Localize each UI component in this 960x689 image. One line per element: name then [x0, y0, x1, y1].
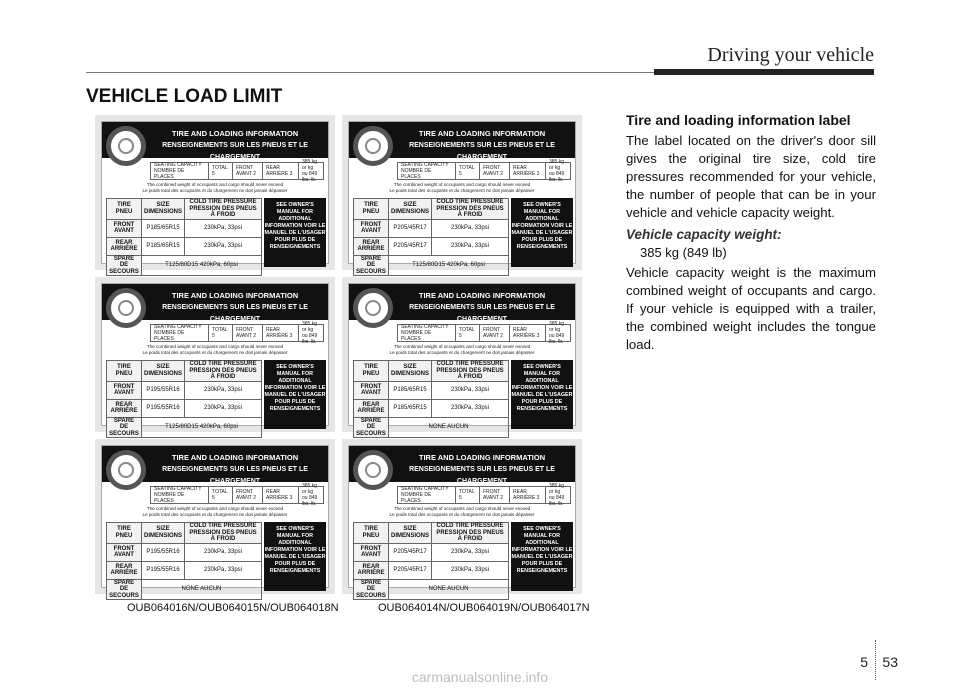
rear-pressure: 230kPa, 33psi [185, 561, 262, 579]
seating-capacity-label: SEATING CAPACITY NOMBRE DE PLACES [398, 487, 456, 503]
table-row [354, 219, 509, 237]
seating-capacity-label: SEATING CAPACITY NOMBRE DE PLACES [151, 487, 209, 503]
col-size: SIZE DIMENSIONS [389, 199, 432, 220]
seating-capacity-row [150, 321, 324, 345]
label-title-fr: RENSEIGNEMENTS SUR LES PNEUS ET LE CHARGEMENT [409, 142, 555, 161]
tire-label-3 [95, 277, 335, 437]
tire-label-5 [95, 439, 335, 599]
label-title-en: TIRE AND LOADING INFORMATION [171, 129, 299, 138]
seating-total: TOTAL 5 [209, 325, 233, 341]
front-pressure: 230kPa, 33psi [432, 219, 509, 237]
spare-info: NONE AUCUN [389, 579, 509, 600]
table-header-row [107, 523, 262, 544]
row-rear: REAR ARRIÈRE [354, 561, 389, 579]
see-owners-manual-box: SEE OWNER'S MANUAL FOR ADDITIONAL INFORMATION VOIR LE MANUEL DE L'USAGER POUR PLUS DE RENSEIGNEMENTS [511, 360, 573, 429]
seating-front: FRONT AVANT 2 [233, 487, 263, 503]
rear-pressure: 230kPa, 33psi [432, 237, 509, 255]
col-tire: TIRE PNEU [107, 199, 142, 220]
see-owners-manual-box: SEE OWNER'S MANUAL FOR ADDITIONAL INFORMATION VOIR LE MANUEL DE L'USAGER POUR PLUS DE RENSEIGNEMENTS [264, 198, 326, 267]
label-title-en: TIRE AND LOADING INFORMATION [418, 453, 546, 462]
seating-rear: REAR ARRIÈRE 3 [263, 325, 299, 341]
front-pressure: 230kPa, 33psi [185, 381, 262, 399]
table-row [354, 579, 509, 600]
tire-wheel-icon [106, 126, 146, 166]
label-title-en: TIRE AND LOADING INFORMATION [418, 129, 546, 138]
row-spare: SPARE DE SECOURS [354, 255, 389, 276]
label-note [106, 344, 324, 358]
front-pressure: 230kPa, 33psi [185, 219, 262, 237]
tire-label-card [348, 283, 576, 437]
label-title-fr: RENSEIGNEMENTS SUR LES PNEUS ET LE CHARGEMENT [162, 142, 308, 161]
col-cold-pressure: COLD TIRE PRESSURE PRESSION DES PNEUS À FROID [432, 361, 509, 382]
label-note-en: The combined weight of occupants and cargo should never exceed [146, 506, 284, 511]
caption-right: OUB064014N/OUB064019N/OUB064017N [378, 602, 590, 614]
row-rear: REAR ARRIÈRE [107, 399, 142, 417]
spare-info: T125/80D15 420kPa, 60psi [389, 255, 509, 276]
table-row [107, 561, 262, 579]
label-title-fr: RENSEIGNEMENTS SUR LES PNEUS ET LE CHARGEMENT [162, 466, 308, 485]
row-front: FRONT AVANT [354, 543, 389, 561]
front-pressure: 230kPa, 33psi [432, 381, 509, 399]
capacity-value: 385 kg (849 lb) [640, 245, 727, 260]
seating-rear: REAR ARRIÈRE 3 [510, 325, 546, 341]
row-spare: SPARE DE SECOURS [107, 579, 142, 600]
tire-pressure-table [353, 198, 509, 276]
seating-total: TOTAL 5 [209, 163, 233, 179]
table-row [107, 579, 262, 600]
table-header-row [107, 199, 262, 220]
rear-size: P195/55R16 [142, 561, 185, 579]
row-rear: REAR ARRIÈRE [354, 399, 389, 417]
col-tire: TIRE PNEU [354, 199, 389, 220]
intro-paragraph: The label located on the driver's door sill gives the original tire size, cold tire pressures recommended for your vehicle, the number of people that can be in your vehicle and vehicle capacity weight. [626, 133, 876, 220]
header-title: Driving your vehicle [707, 44, 874, 66]
col-size: SIZE DIMENSIONS [142, 199, 185, 220]
front-size: P195/55R16 [142, 543, 185, 561]
rear-size: P185/65R15 [142, 237, 185, 255]
tire-label-2 [342, 115, 582, 275]
caption-left: OUB064016N/OUB064015N/OUB064018N [127, 602, 339, 614]
label-note-fr: Le poids total des occupants et du chargement ne doit jamais dépasser [142, 350, 288, 355]
seating-rear: REAR ARRIÈRE 3 [510, 487, 546, 503]
col-tire: TIRE PNEU [107, 523, 142, 544]
col-tire: TIRE PNEU [107, 361, 142, 382]
col-cold-pressure: COLD TIRE PRESSURE PRESSION DES PNEUS À FROID [432, 523, 509, 544]
col-size: SIZE DIMENSIONS [389, 523, 432, 544]
tire-pressure-table [353, 360, 509, 438]
row-front: FRONT AVANT [107, 381, 142, 399]
row-spare: SPARE DE SECOURS [107, 417, 142, 438]
label-title-en: TIRE AND LOADING INFORMATION [171, 291, 299, 300]
table-row [354, 255, 509, 276]
front-pressure: 230kPa, 33psi [185, 543, 262, 561]
tire-wheel-icon [353, 288, 393, 328]
label-title-fr: RENSEIGNEMENTS SUR LES PNEUS ET LE CHARGEMENT [409, 466, 555, 485]
row-spare: SPARE DE SECOURS [354, 417, 389, 438]
col-cold-pressure: COLD TIRE PRESSURE PRESSION DES PNEUS À FROID [185, 523, 262, 544]
front-size: P185/65R15 [142, 219, 185, 237]
col-cold-pressure: COLD TIRE PRESSURE PRESSION DES PNEUS À FROID [185, 361, 262, 382]
label-note [106, 506, 324, 520]
seating-total: TOTAL 5 [456, 325, 480, 341]
spare-info: NONE AUCUN [142, 579, 262, 600]
col-size: SIZE DIMENSIONS [389, 361, 432, 382]
table-row [107, 237, 262, 255]
table-header-row [354, 199, 509, 220]
tire-pressure-table [106, 198, 262, 276]
seating-capacity-label: SEATING CAPACITY NOMBRE DE PLACES [151, 163, 209, 179]
table-row [354, 399, 509, 417]
col-tire: TIRE PNEU [354, 523, 389, 544]
rear-size: P205/45R17 [389, 561, 432, 579]
capacity-weight: 385 kg or kg ou 849 lbs. lb. [302, 159, 318, 183]
col-size: SIZE DIMENSIONS [142, 361, 185, 382]
seating-front: FRONT AVANT 2 [480, 487, 510, 503]
seating-total: TOTAL 5 [456, 487, 480, 503]
table-row [354, 417, 509, 438]
seating-capacity-label: SEATING CAPACITY NOMBRE DE PLACES [398, 163, 456, 179]
table-row [354, 543, 509, 561]
chapter-number: 5 [860, 654, 868, 670]
capacity-weight: 385 kg or kg ou 849 lbs. lb. [549, 159, 565, 183]
seating-front: FRONT AVANT 2 [480, 325, 510, 341]
seating-rear: REAR ARRIÈRE 3 [510, 163, 546, 179]
table-row [107, 219, 262, 237]
seating-capacity-row [397, 159, 571, 183]
seating-capacity-row [397, 321, 571, 345]
header-bar [654, 69, 874, 75]
rear-pressure: 230kPa, 33psi [185, 237, 262, 255]
tire-label-card [348, 121, 576, 275]
front-pressure: 230kPa, 33psi [432, 543, 509, 561]
col-cold-pressure: COLD TIRE PRESSURE PRESSION DES PNEUS À FROID [432, 199, 509, 220]
label-note-fr: Le poids total des occupants et du chargement ne doit jamais dépasser [142, 188, 288, 193]
capacity-paragraph: Vehicle capacity weight is the maximum combined weight of occupants and cargo. If your vehicle is equipped with a trailer, the combined weight includes the tongue load. [626, 265, 876, 352]
col-tire: TIRE PNEU [354, 361, 389, 382]
row-rear: REAR ARRIÈRE [354, 237, 389, 255]
table-row [107, 255, 262, 276]
label-note [106, 182, 324, 196]
capacity-weight: 385 kg or kg ou 849 lbs. lb. [549, 321, 565, 345]
table-row [354, 561, 509, 579]
rear-pressure: 230kPa, 33psi [432, 561, 509, 579]
col-cold-pressure: COLD TIRE PRESSURE PRESSION DES PNEUS À FROID [185, 199, 262, 220]
label-note [353, 344, 571, 358]
seating-capacity-label: SEATING CAPACITY NOMBRE DE PLACES [151, 325, 209, 341]
tire-label-card [348, 445, 576, 599]
see-owners-manual-box: SEE OWNER'S MANUAL FOR ADDITIONAL INFORMATION VOIR LE MANUEL DE L'USAGER POUR PLUS DE RENSEIGNEMENTS [264, 522, 326, 591]
table-header-row [354, 361, 509, 382]
table-row [107, 399, 262, 417]
tire-wheel-icon [106, 450, 146, 490]
col-size: SIZE DIMENSIONS [142, 523, 185, 544]
table-row [354, 381, 509, 399]
seating-capacity-row [397, 483, 571, 507]
table-row [107, 381, 262, 399]
seating-front: FRONT AVANT 2 [233, 325, 263, 341]
section-heading: Tire and loading information label [626, 112, 851, 128]
page-number: 53 [882, 654, 898, 670]
seating-total: TOTAL 5 [209, 487, 233, 503]
watermark: carmanualsonline.info [411, 669, 549, 685]
label-note-en: The combined weight of occupants and cargo should never exceed [146, 182, 284, 187]
tire-pressure-table [106, 522, 262, 600]
front-size: P205/45R17 [389, 543, 432, 561]
see-owners-manual-box: SEE OWNER'S MANUAL FOR ADDITIONAL INFORMATION VOIR LE MANUEL DE L'USAGER POUR PLUS DE RENSEIGNEMENTS [511, 198, 573, 267]
row-spare: SPARE DE SECOURS [354, 579, 389, 600]
label-note-en: The combined weight of occupants and cargo should never exceed [393, 182, 531, 187]
seating-front: FRONT AVANT 2 [233, 163, 263, 179]
label-title-en: TIRE AND LOADING INFORMATION [418, 291, 546, 300]
label-title-fr: RENSEIGNEMENTS SUR LES PNEUS ET LE CHARGEMENT [162, 304, 308, 323]
capacity-weight: 385 kg or kg ou 849 lbs. lb. [302, 321, 318, 345]
section-title: VEHICLE LOAD LIMIT [86, 86, 283, 107]
label-note [353, 506, 571, 520]
see-owners-manual-box: SEE OWNER'S MANUAL FOR ADDITIONAL INFORMATION VOIR LE MANUEL DE L'USAGER POUR PLUS DE RENSEIGNEMENTS [511, 522, 573, 591]
label-note-en: The combined weight of occupants and cargo should never exceed [393, 344, 531, 349]
rear-pressure: 230kPa, 33psi [185, 399, 262, 417]
table-header-row [107, 361, 262, 382]
spare-info: T125/80D15 420kPa, 60psi [142, 417, 262, 438]
seating-capacity-label: SEATING CAPACITY NOMBRE DE PLACES [398, 325, 456, 341]
tire-pressure-table [106, 360, 262, 438]
label-note-fr: Le poids total des occupants et du chargement ne doit jamais dépasser [389, 512, 535, 517]
rear-size: P185/65R15 [389, 399, 432, 417]
front-size: P205/45R17 [389, 219, 432, 237]
label-note-fr: Le poids total des occupants et du chargement ne doit jamais dépasser [389, 350, 535, 355]
label-note [353, 182, 571, 196]
seating-capacity-row [150, 159, 324, 183]
table-header-row [354, 523, 509, 544]
rear-size: P205/45R17 [389, 237, 432, 255]
tire-label-card [101, 445, 329, 599]
label-note-en: The combined weight of occupants and cargo should never exceed [393, 506, 531, 511]
table-row [107, 543, 262, 561]
spare-info: T125/80D15 420kPa, 60psi [142, 255, 262, 276]
capacity-subtitle: Vehicle capacity weight: [626, 227, 782, 242]
seating-rear: REAR ARRIÈRE 3 [263, 487, 299, 503]
capacity-weight: 385 kg or kg ou 849 lbs. lb. [549, 483, 565, 507]
see-owners-manual-box: SEE OWNER'S MANUAL FOR ADDITIONAL INFORMATION VOIR LE MANUEL DE L'USAGER POUR PLUS DE RENSEIGNEMENTS [264, 360, 326, 429]
label-title-en: TIRE AND LOADING INFORMATION [171, 453, 299, 462]
tire-label-6 [342, 439, 582, 599]
rear-pressure: 230kPa, 33psi [432, 399, 509, 417]
seating-total: TOTAL 5 [456, 163, 480, 179]
row-front: FRONT AVANT [107, 219, 142, 237]
table-row [354, 237, 509, 255]
tire-wheel-icon [353, 450, 393, 490]
label-note-fr: Le poids total des occupants et du chargement ne doit jamais dépasser [389, 188, 535, 193]
tire-wheel-icon [353, 126, 393, 166]
label-note-en: The combined weight of occupants and cargo should never exceed [146, 344, 284, 349]
tire-label-card [101, 121, 329, 275]
row-spare: SPARE DE SECOURS [107, 255, 142, 276]
front-size: P195/55R16 [142, 381, 185, 399]
tire-label-card [101, 283, 329, 437]
tire-wheel-icon [106, 288, 146, 328]
tire-pressure-table [353, 522, 509, 600]
tire-label-4 [342, 277, 582, 437]
spare-info: NONE AUCUN [389, 417, 509, 438]
seating-rear: REAR ARRIÈRE 3 [263, 163, 299, 179]
label-note-fr: Le poids total des occupants et du chargement ne doit jamais dépasser [142, 512, 288, 517]
label-title-fr: RENSEIGNEMENTS SUR LES PNEUS ET LE CHARGEMENT [409, 304, 555, 323]
row-rear: REAR ARRIÈRE [107, 561, 142, 579]
seating-front: FRONT AVANT 2 [480, 163, 510, 179]
row-front: FRONT AVANT [354, 219, 389, 237]
capacity-weight: 385 kg or kg ou 849 lbs. lb. [302, 483, 318, 507]
row-rear: REAR ARRIÈRE [107, 237, 142, 255]
rear-size: P195/55R16 [142, 399, 185, 417]
tire-label-1 [95, 115, 335, 275]
front-size: P185/65R15 [389, 381, 432, 399]
row-front: FRONT AVANT [107, 543, 142, 561]
seating-capacity-row [150, 483, 324, 507]
row-front: FRONT AVANT [354, 381, 389, 399]
table-row [107, 417, 262, 438]
